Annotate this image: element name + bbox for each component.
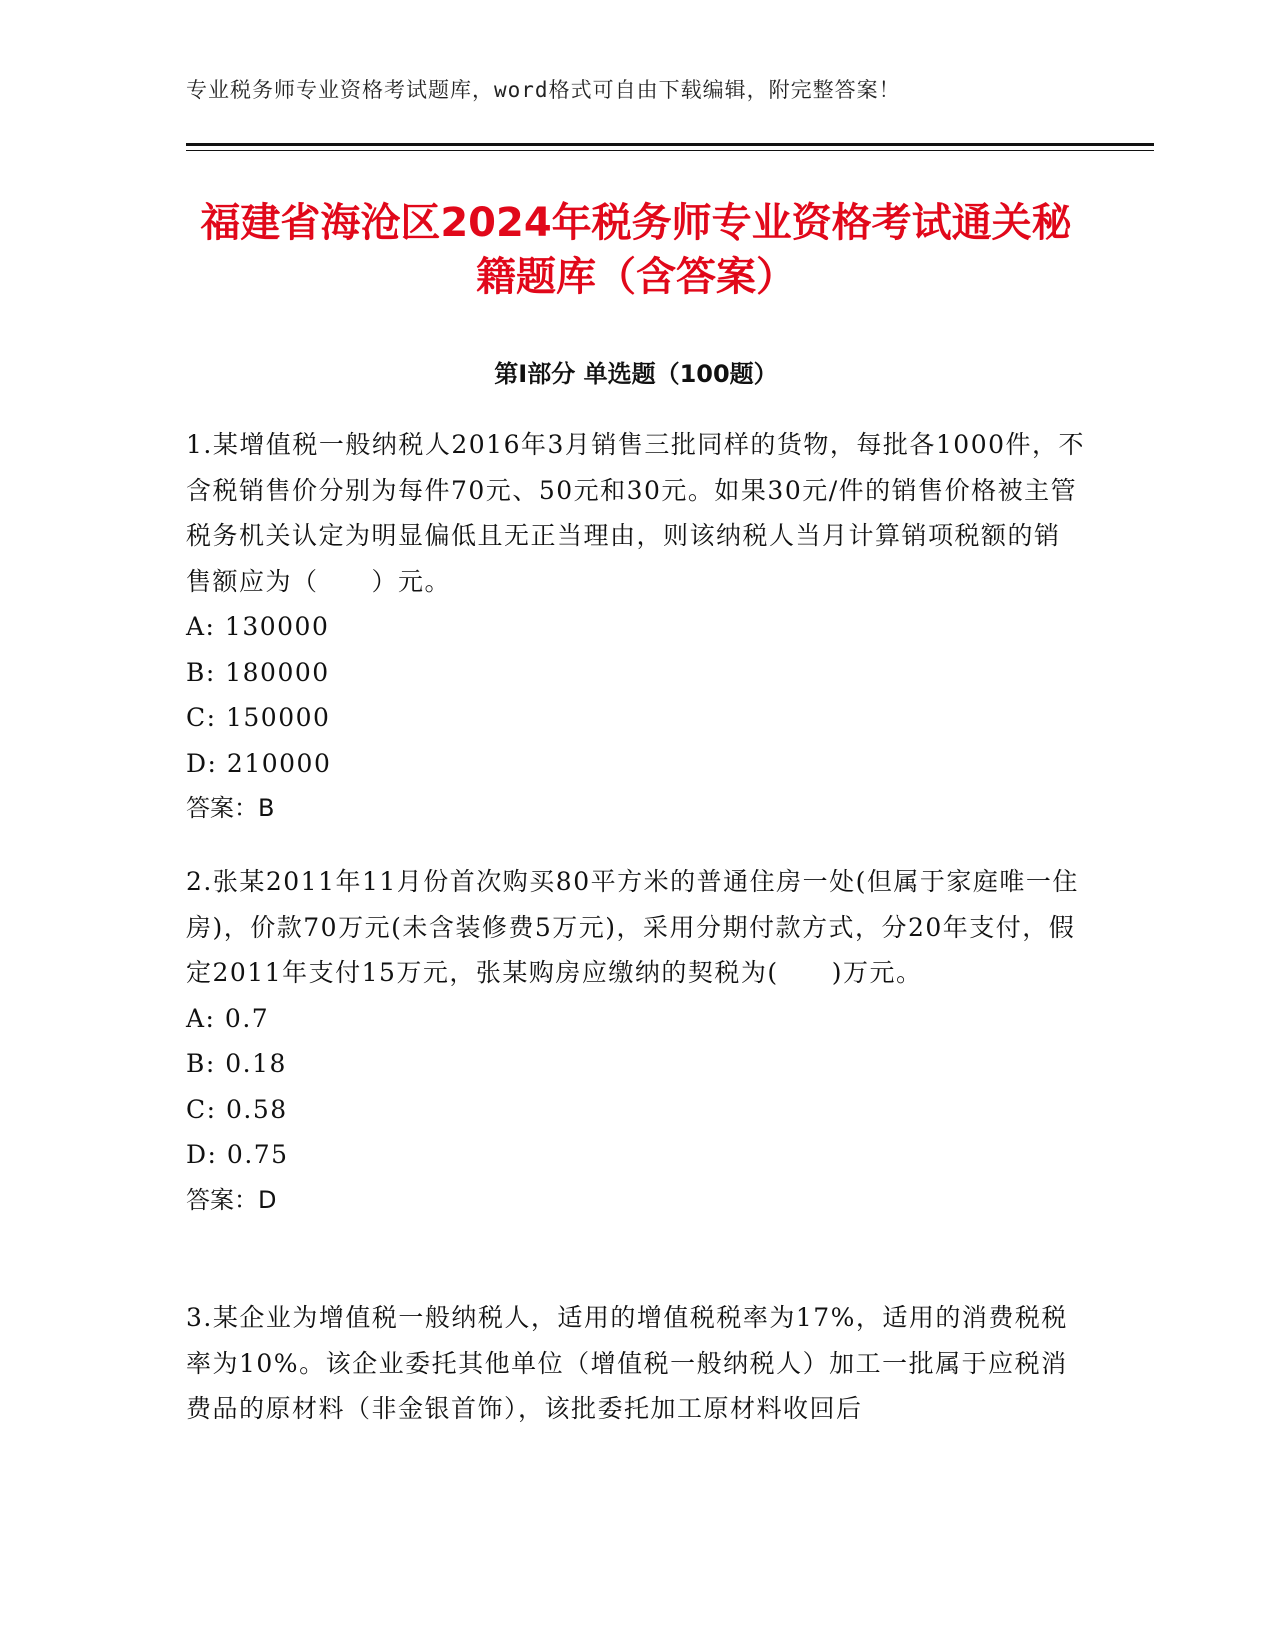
header-divider-thin bbox=[186, 150, 1154, 151]
question-2 bbox=[186, 859, 1086, 1223]
document-title: 福建省海沧区2024年税务师专业资格考试通关秘籍题库（含答案） bbox=[200, 200, 1072, 300]
option-a: A: 130000 bbox=[186, 612, 330, 641]
option-d: D: 210000 bbox=[186, 748, 332, 778]
question-stem: 3.某企业为增值税一般纳税人，适用的增值税税率为17%，适用的消费税税率为10%。该企业委托其他单位（增值税一般纳税人）加工一批属于应税消费品的原材料（非金银首饰），该批委托加工原材料收回后 bbox=[186, 1303, 1068, 1423]
question-stem: 1.某增值税一般纳税人2016年3月销售三批同样的货物，每批各1000件，不含税销售价分别为每件70元、50元和30元。如果30元/件的销售价格被主管税务机关认定为明显偏低且无正当理由，则该纳税人当月计算销项税额的销售额应为（ ）元。 bbox=[186, 430, 1086, 596]
header-note: 专业税务师专业资格考试题库，word格式可自由下载编辑，附完整答案！ bbox=[186, 78, 901, 102]
question-1 bbox=[186, 422, 1086, 832]
section-title: 第Ⅰ部分 单选题（100题） bbox=[494, 360, 778, 388]
answer: 答案：B bbox=[186, 794, 275, 822]
option-c: C: 0.58 bbox=[186, 1094, 288, 1124]
option-b: B: 0.18 bbox=[186, 1049, 287, 1078]
answer: 答案：D bbox=[186, 1185, 277, 1214]
option-b: B: 180000 bbox=[186, 657, 330, 687]
question-stem: 2.张某2011年11月份首次购买80平方米的普通住房一处(但属于家庭唯一住房)，价款70万元(未含装修费5万元)，采用分期付款方式，分20年支付，假定2011年支付15万元，张某购房应缴纳的契税为( )万元。 bbox=[186, 867, 1079, 987]
header-divider bbox=[186, 143, 1154, 146]
option-a: A: 0.7 bbox=[186, 1003, 270, 1033]
option-d: D: 0.75 bbox=[186, 1140, 289, 1169]
question-3 bbox=[186, 1295, 1086, 1432]
option-c: C: 150000 bbox=[186, 703, 331, 732]
